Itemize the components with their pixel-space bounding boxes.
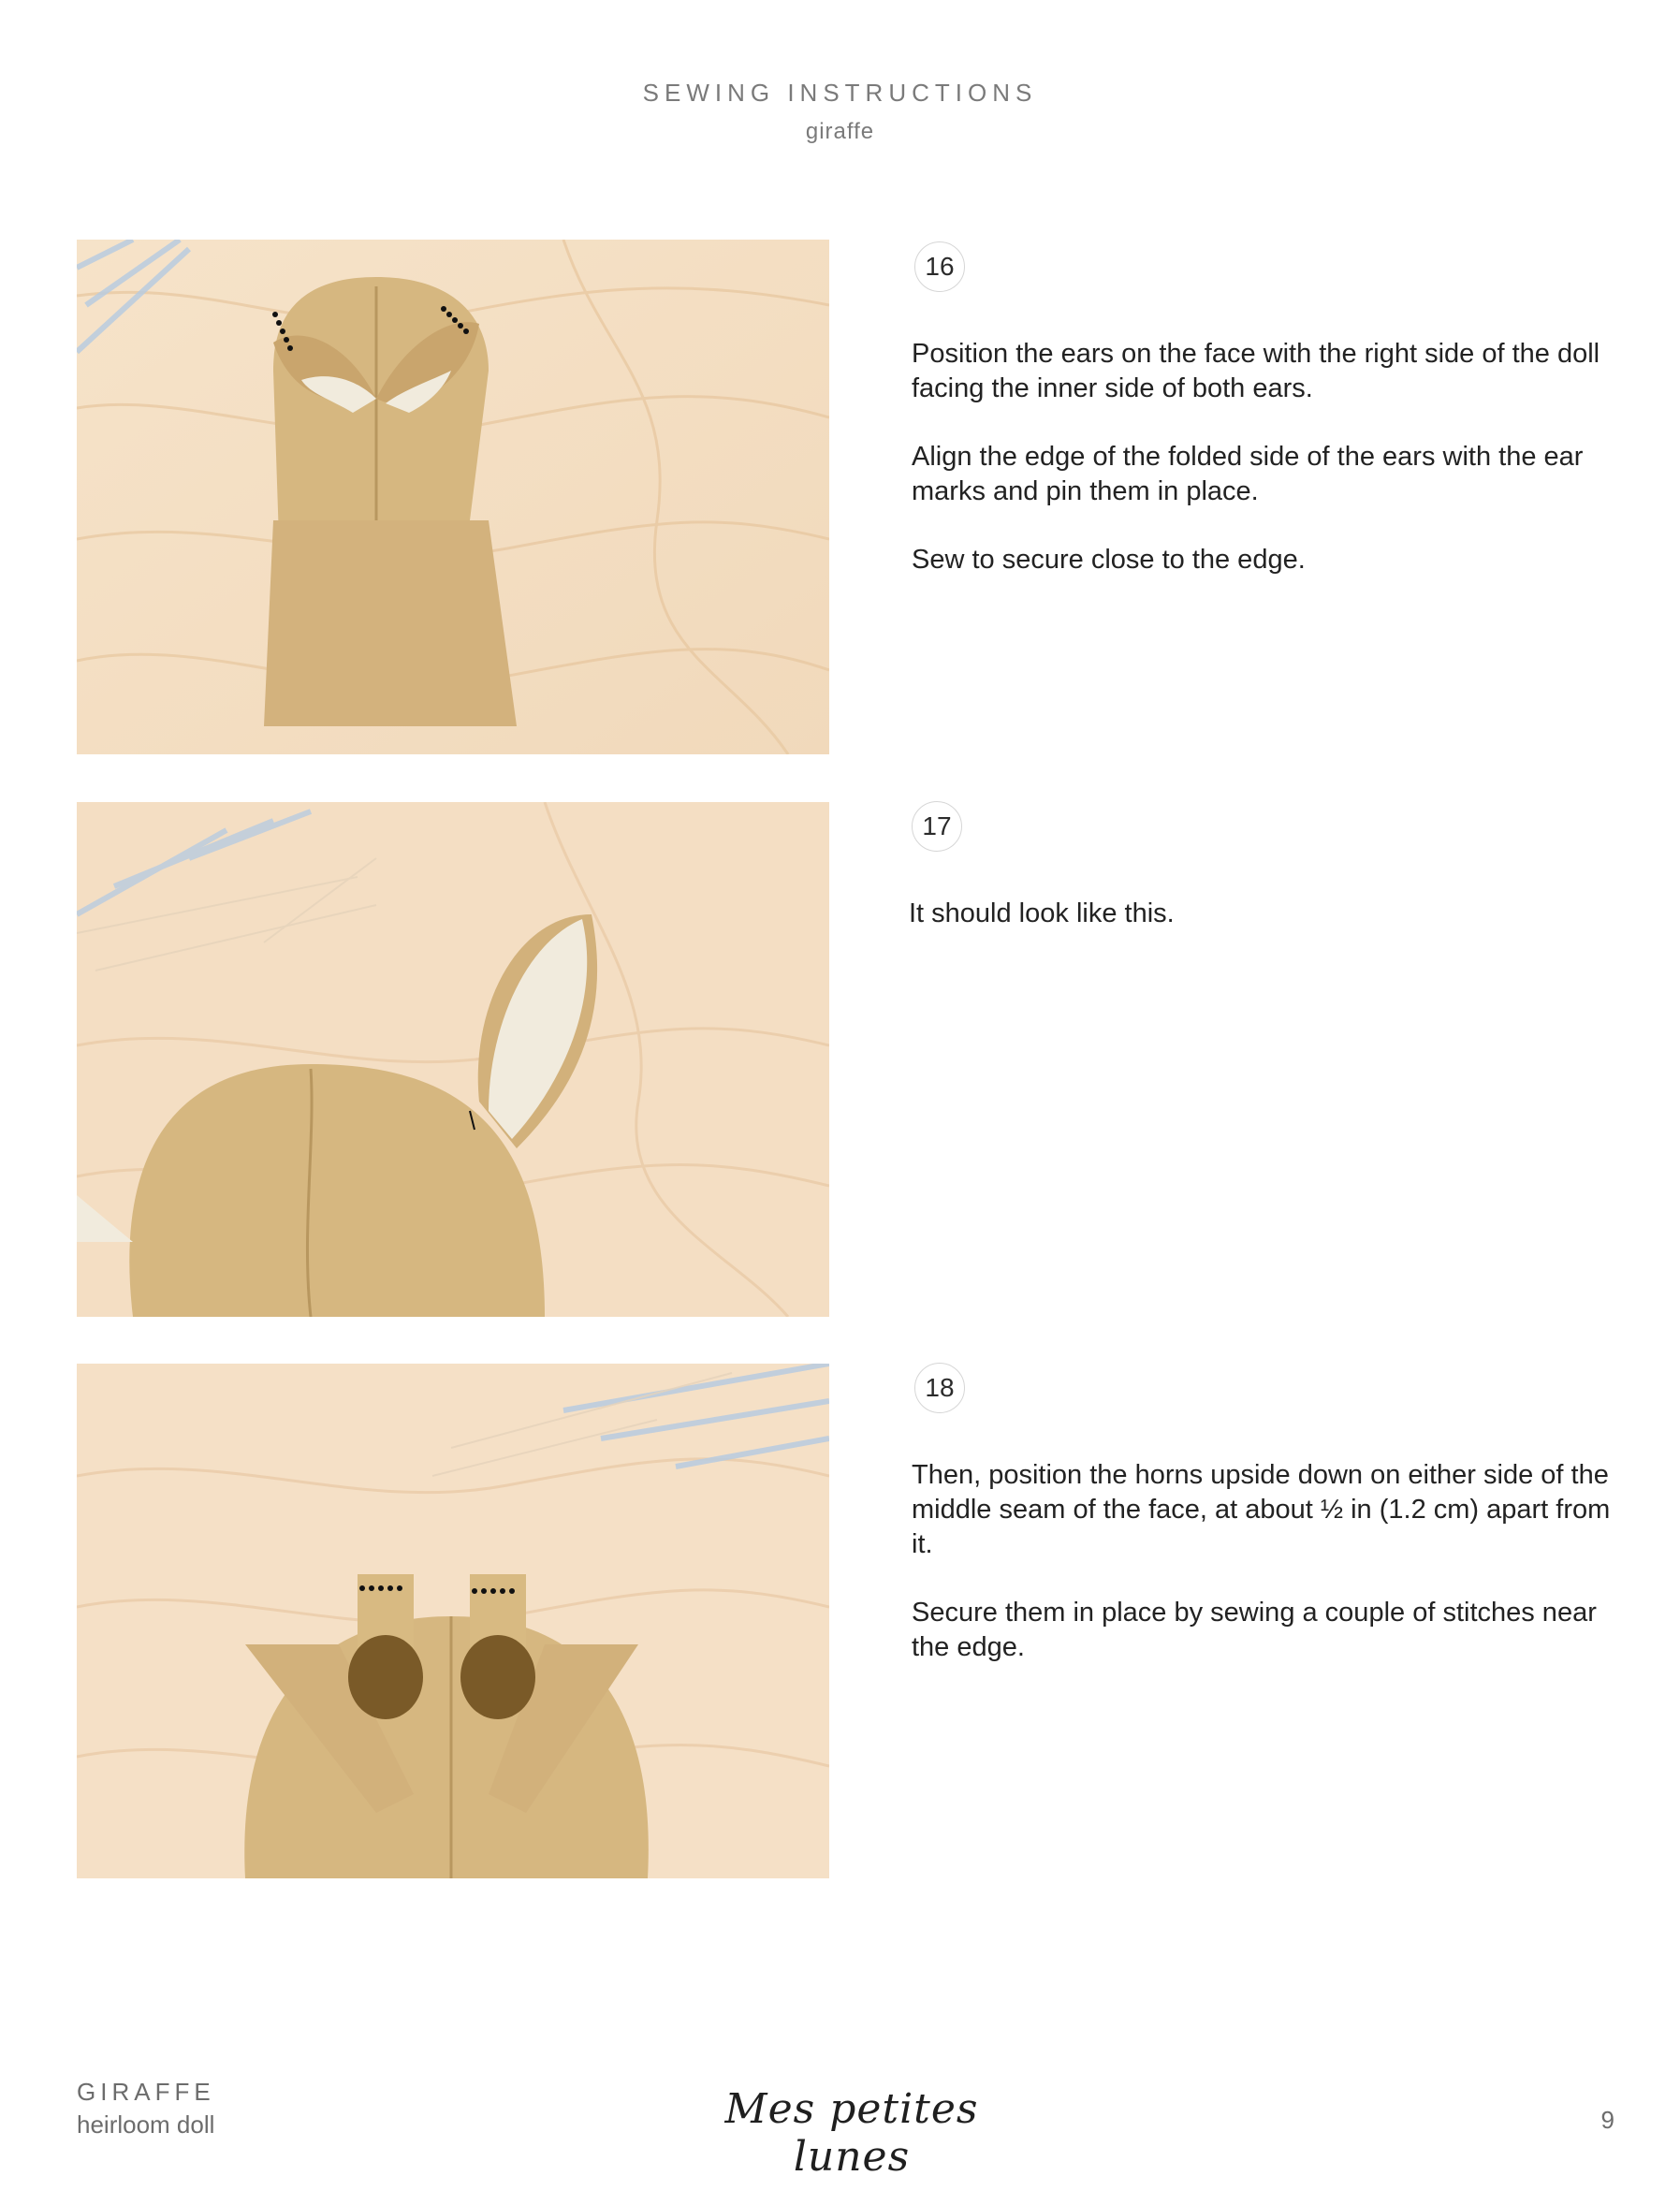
page-header [0,79,1680,145]
header-title: SEWING INSTRUCTIONS [642,79,1038,107]
step-18-photo [77,1364,829,1878]
step-17-illustration [77,802,829,1317]
step-17-text [909,897,1620,965]
step-17-paragraph: It should look like this. [909,898,1175,928]
footer-doll-type: heirloom doll [77,2110,215,2139]
step-number-16: 16 [914,241,965,292]
step-18-illustration [77,1364,829,1878]
step-number-18: 18 [914,1363,965,1413]
step-17-photo [77,802,829,1317]
step-16-paragraph: Position the ears on the face with the right side of the doll facing the inner side of both ears. [912,339,1600,403]
step-18-paragraph: Then, position the horns upside down on either side of the middle seam of the face, at about ½ in (1.2 cm) apart from it. [912,1460,1611,1559]
step-18-paragraph: Secure them in place by sewing a couple of stitches near the edge. [912,1598,1597,1662]
page-number: 9 [1600,2106,1614,2134]
step-16-paragraph: Align the edge of the folded side of the ears with the ear marks and pin them in place. [912,442,1584,506]
step-16-photo [77,240,829,754]
step-18-text [912,1458,1623,1699]
step-16-paragraph: Sew to secure close to the edge. [912,545,1306,575]
step-16-illustration [77,240,829,754]
header-subtitle: giraffe [805,119,875,144]
footer-doll-name: GIRAFFE [77,2078,215,2106]
brand-logo: Mes petites lunes [724,2085,979,2181]
step-number-17: 17 [912,801,962,852]
step-16-text [912,337,1623,611]
footer-doll-info [77,2078,215,2139]
